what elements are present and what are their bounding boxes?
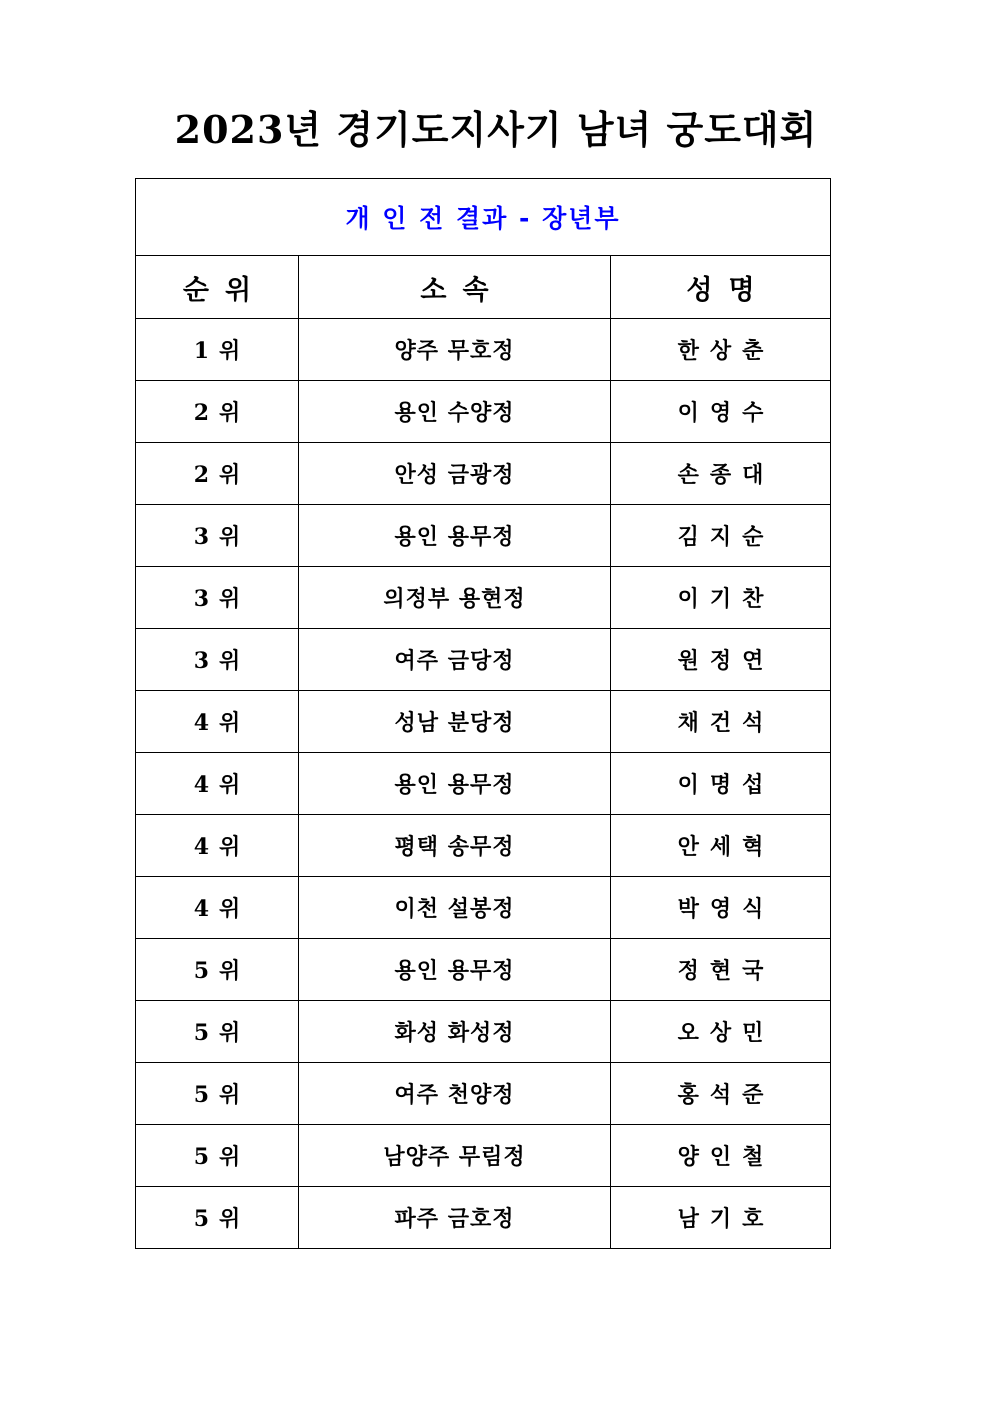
table-row	[136, 319, 831, 381]
name-cell: 오상민	[611, 1001, 831, 1063]
club-cell: 용인 용무정	[299, 939, 611, 1001]
name-cell: 이명섭	[611, 753, 831, 815]
rank-unit: 위	[219, 401, 241, 426]
rank-unit: 위	[219, 897, 241, 922]
rank-number: 3	[193, 648, 210, 674]
results-table	[135, 178, 831, 1249]
header-rank: 순위	[136, 256, 299, 319]
name-cell: 한상춘	[611, 319, 831, 381]
subtitle-row	[136, 179, 831, 256]
rank-unit: 위	[219, 463, 241, 488]
table-row	[136, 629, 831, 691]
name-cell: 채건석	[611, 691, 831, 753]
rank-cell	[136, 1063, 299, 1125]
name-cell: 손종대	[611, 443, 831, 505]
header-row	[136, 256, 831, 319]
name-cell: 김지순	[611, 505, 831, 567]
section-subtitle: 개 인 전 결과 - 장년부	[136, 179, 831, 256]
table-row	[136, 1001, 831, 1063]
club-cell: 여주 천양정	[299, 1063, 611, 1125]
table-row	[136, 505, 831, 567]
table-row	[136, 1187, 831, 1249]
rank-number: 3	[193, 524, 210, 550]
rank-cell	[136, 877, 299, 939]
club-cell: 남양주 무림정	[299, 1125, 611, 1187]
document-title: 2023년 경기도지사기 남녀 궁도대회	[174, 107, 818, 152]
table-row	[136, 381, 831, 443]
club-cell: 평택 송무정	[299, 815, 611, 877]
table-row	[136, 1063, 831, 1125]
rank-unit: 위	[219, 1083, 241, 1108]
name-cell: 이영수	[611, 381, 831, 443]
club-cell: 이천 설봉정	[299, 877, 611, 939]
rank-cell	[136, 815, 299, 877]
club-cell: 안성 금광정	[299, 443, 611, 505]
club-cell: 의정부 용현정	[299, 567, 611, 629]
rank-number: 2	[193, 400, 210, 426]
rank-unit: 위	[219, 711, 241, 736]
rank-number: 2	[193, 462, 210, 488]
rank-number: 5	[193, 958, 210, 984]
rank-unit: 위	[219, 1145, 241, 1170]
rank-unit: 위	[219, 959, 241, 984]
header-name: 성명	[611, 256, 831, 319]
rank-cell	[136, 1125, 299, 1187]
rank-cell	[136, 939, 299, 1001]
table-row	[136, 753, 831, 815]
rank-unit: 위	[219, 587, 241, 612]
club-cell: 화성 화성정	[299, 1001, 611, 1063]
table-row	[136, 939, 831, 1001]
table-row	[136, 877, 831, 939]
rank-cell	[136, 629, 299, 691]
name-cell: 홍석준	[611, 1063, 831, 1125]
name-cell: 양인철	[611, 1125, 831, 1187]
rank-cell	[136, 505, 299, 567]
club-cell: 파주 금호정	[299, 1187, 611, 1249]
name-cell: 박영식	[611, 877, 831, 939]
rank-number: 5	[193, 1144, 210, 1170]
rank-unit: 위	[219, 525, 241, 550]
rank-number: 4	[193, 710, 210, 736]
name-cell: 원정연	[611, 629, 831, 691]
rank-unit: 위	[219, 1021, 241, 1046]
rank-cell	[136, 753, 299, 815]
rank-unit: 위	[219, 339, 241, 364]
table-row	[136, 1125, 831, 1187]
rank-number: 5	[193, 1082, 210, 1108]
rank-cell	[136, 691, 299, 753]
header-club: 소속	[299, 256, 611, 319]
name-cell: 이기찬	[611, 567, 831, 629]
rank-unit: 위	[219, 649, 241, 674]
rank-unit: 위	[219, 835, 241, 860]
club-cell: 양주 무호정	[299, 319, 611, 381]
rank-number: 4	[193, 896, 210, 922]
table-row	[136, 443, 831, 505]
club-cell: 성남 분당정	[299, 691, 611, 753]
rank-cell	[136, 443, 299, 505]
club-cell: 용인 용무정	[299, 505, 611, 567]
name-cell: 안세혁	[611, 815, 831, 877]
rank-number: 5	[193, 1020, 210, 1046]
rank-number: 5	[193, 1206, 210, 1232]
rank-cell	[136, 1001, 299, 1063]
rank-cell	[136, 381, 299, 443]
rank-cell	[136, 567, 299, 629]
table-row	[136, 815, 831, 877]
rank-cell	[136, 1187, 299, 1249]
table-row	[136, 567, 831, 629]
name-cell: 정현국	[611, 939, 831, 1001]
name-cell: 남기호	[611, 1187, 831, 1249]
rank-cell	[136, 319, 299, 381]
club-cell: 용인 용무정	[299, 753, 611, 815]
rank-unit: 위	[219, 1207, 241, 1232]
rank-number: 4	[193, 772, 210, 798]
club-cell: 여주 금당정	[299, 629, 611, 691]
table-row	[136, 691, 831, 753]
rank-unit: 위	[219, 773, 241, 798]
rank-number: 1	[193, 338, 210, 364]
club-cell: 용인 수양정	[299, 381, 611, 443]
rank-number: 3	[193, 586, 210, 612]
rank-number: 4	[193, 834, 210, 860]
